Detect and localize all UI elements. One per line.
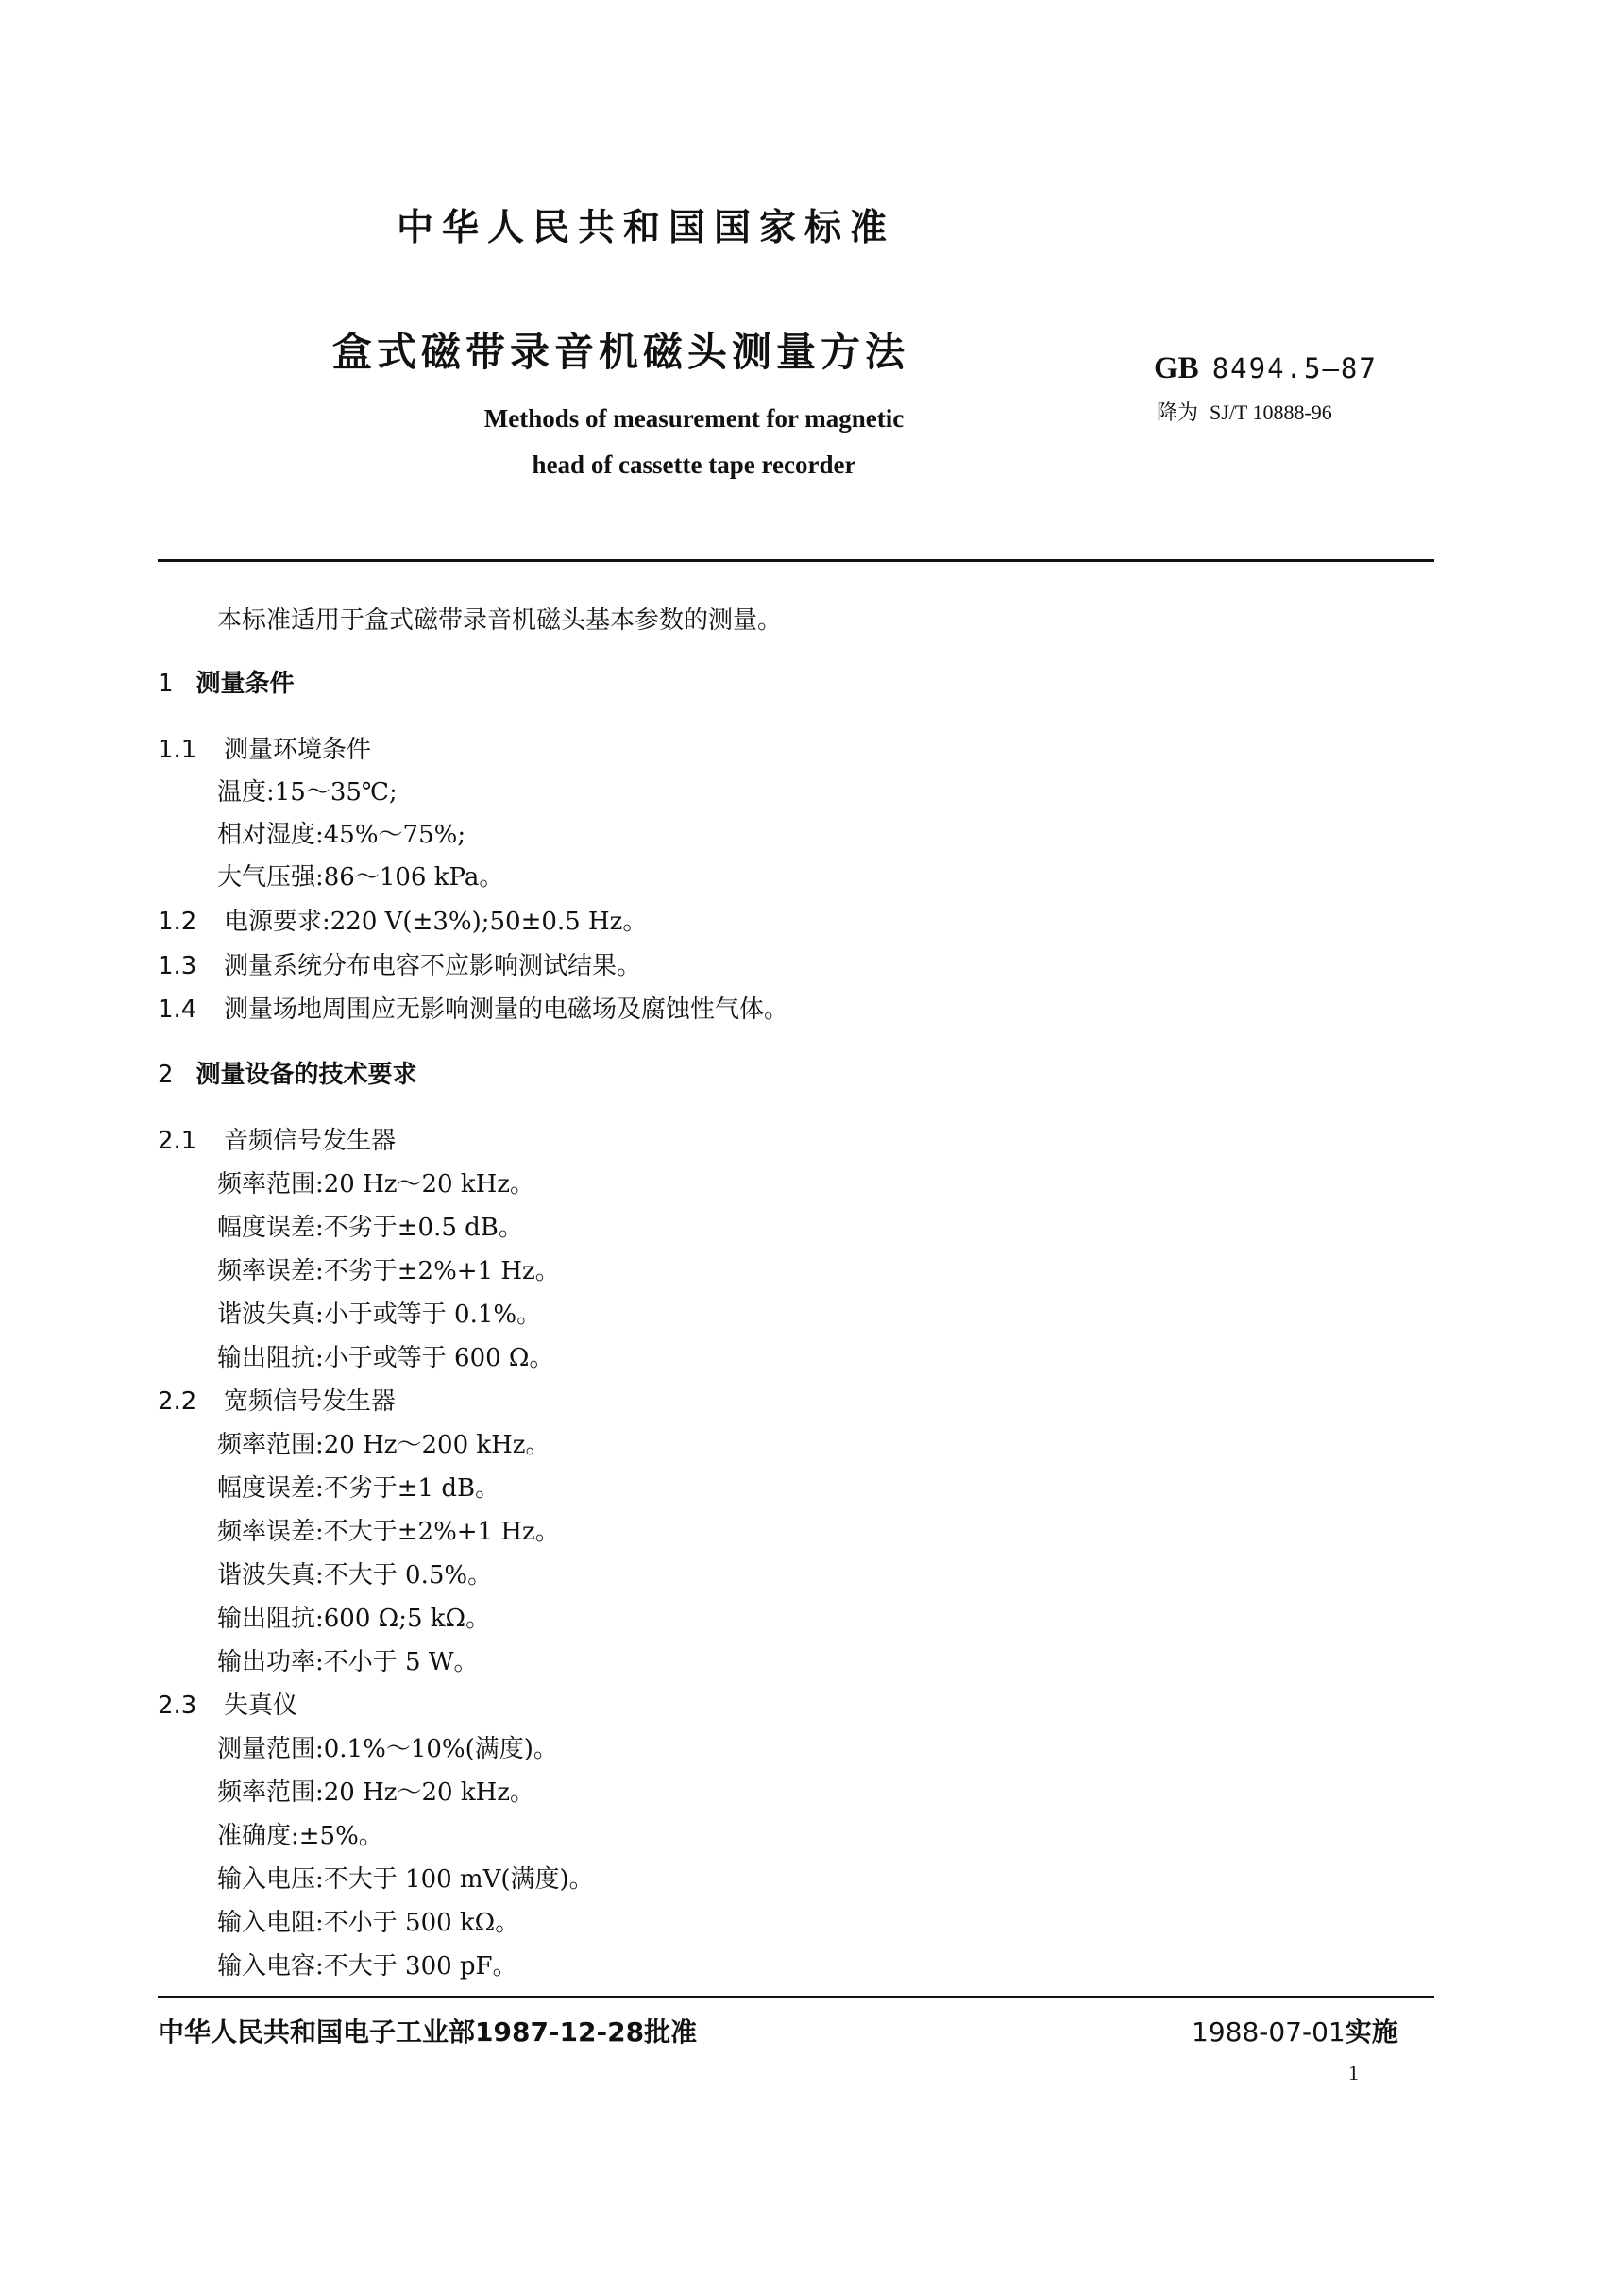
subsection-1-2 <box>158 902 647 937</box>
approval-statement: 中华人民共和国电子工业部1987-12-28批准 <box>158 2016 698 2048</box>
gb-prefix: GB <box>1154 351 1199 385</box>
subsection-title: 电源要求:220 V(±3%);50±0.5 Hz。 <box>224 908 648 936</box>
section-heading-2 <box>158 1055 417 1090</box>
national-standard-heading: 中华人民共和国国家标准 <box>397 207 896 249</box>
section-number: 2 <box>158 1061 174 1089</box>
replaced-standard <box>1157 397 1332 426</box>
subsection-number: 1.2 <box>158 908 197 936</box>
subsection-title: 音频信号发生器 <box>224 1127 397 1155</box>
subsection-number: 1.4 <box>158 995 197 1024</box>
list-item: 幅度误差:不劣于±1 dB。 <box>217 1474 500 1503</box>
section-title: 测量条件 <box>195 670 295 698</box>
list-item: 频率误差:不大于±2%+1 Hz。 <box>217 1518 560 1546</box>
subsection-title: 测量系统分布电容不应影响测试结果。 <box>224 952 642 980</box>
subsection-2-1 <box>158 1121 396 1156</box>
list-item: 测量范围:0.1%～10%(满度)。 <box>217 1735 558 1763</box>
footer-divider <box>158 1996 1434 1998</box>
subsection-number: 2.3 <box>158 1692 197 1720</box>
effective-date <box>1192 2012 1398 2049</box>
list-item: 输出阻抗:小于或等于 600 Ω。 <box>217 1344 554 1372</box>
effective-date-value: 1988-07-01 <box>1192 2016 1346 2048</box>
subsection-title: 失真仪 <box>224 1692 298 1720</box>
subsection-title: 测量环境条件 <box>224 736 372 764</box>
subsection-1-3 <box>158 946 641 981</box>
subsection-2-3 <box>158 1686 297 1721</box>
subsection-number: 1.3 <box>158 952 197 980</box>
list-item: 相对湿度:45%～75%; <box>217 821 466 849</box>
header-divider <box>158 559 1434 562</box>
subsection-1-4 <box>158 990 788 1025</box>
subsection-title: 测量场地周围应无影响测量的电磁场及腐蚀性气体。 <box>224 995 789 1024</box>
section-heading-1 <box>158 664 295 699</box>
list-item: 幅度误差:不劣于±0.5 dB。 <box>217 1214 523 1242</box>
subsection-1-1 <box>158 730 371 765</box>
list-item: 频率范围:20 Hz～20 kHz。 <box>217 1778 534 1807</box>
standard-code <box>1154 351 1378 386</box>
section-number: 1 <box>158 670 174 698</box>
gb-number: 8494.5—87 <box>1211 352 1378 384</box>
list-item: 输入电阻:不小于 500 kΩ。 <box>217 1909 520 1937</box>
subsection-number: 1.1 <box>158 736 197 764</box>
replaced-label: 降为 <box>1157 401 1199 425</box>
effective-label: 实施 <box>1345 2016 1398 2048</box>
document-title-cn: 盒式磁带录音机磁头测量方法 <box>332 329 910 375</box>
list-item: 频率误差:不劣于±2%+1 Hz。 <box>217 1257 560 1285</box>
list-item: 频率范围:20 Hz～200 kHz。 <box>217 1431 550 1459</box>
list-item: 输出阻抗:600 Ω;5 kΩ。 <box>217 1605 491 1633</box>
subsection-2-2 <box>158 1382 396 1417</box>
page-number: 1 <box>1348 2061 1359 2084</box>
list-item: 大气压强:86～106 kPa。 <box>217 863 504 892</box>
list-item: 输入电容:不大于 300 pF。 <box>217 1952 517 1981</box>
section-title: 测量设备的技术要求 <box>195 1061 417 1089</box>
scope-statement: 本标准适用于盒式磁带录音机磁头基本参数的测量。 <box>217 606 783 635</box>
subsection-number: 2.2 <box>158 1387 197 1416</box>
subsection-number: 2.1 <box>158 1127 197 1155</box>
list-item: 频率范围:20 Hz～20 kHz。 <box>217 1170 534 1199</box>
list-item: 谐波失真:小于或等于 0.1%。 <box>217 1301 542 1329</box>
subsection-title: 宽频信号发生器 <box>224 1387 397 1416</box>
list-item: 温度:15～35℃; <box>217 778 398 807</box>
list-item: 准确度:±5%。 <box>217 1822 383 1850</box>
list-item: 输出功率:不小于 5 W。 <box>217 1648 479 1676</box>
replaced-code: SJ/T 10888-96 <box>1210 400 1332 424</box>
document-title-en-line2: head of cassette tape recorder <box>532 451 856 479</box>
list-item: 谐波失真:不大于 0.5%。 <box>217 1561 493 1590</box>
document-title-en-line1: Methods of measurement for magnetic <box>483 404 905 433</box>
list-item: 输入电压:不大于 100 mV(满度)。 <box>217 1865 594 1894</box>
